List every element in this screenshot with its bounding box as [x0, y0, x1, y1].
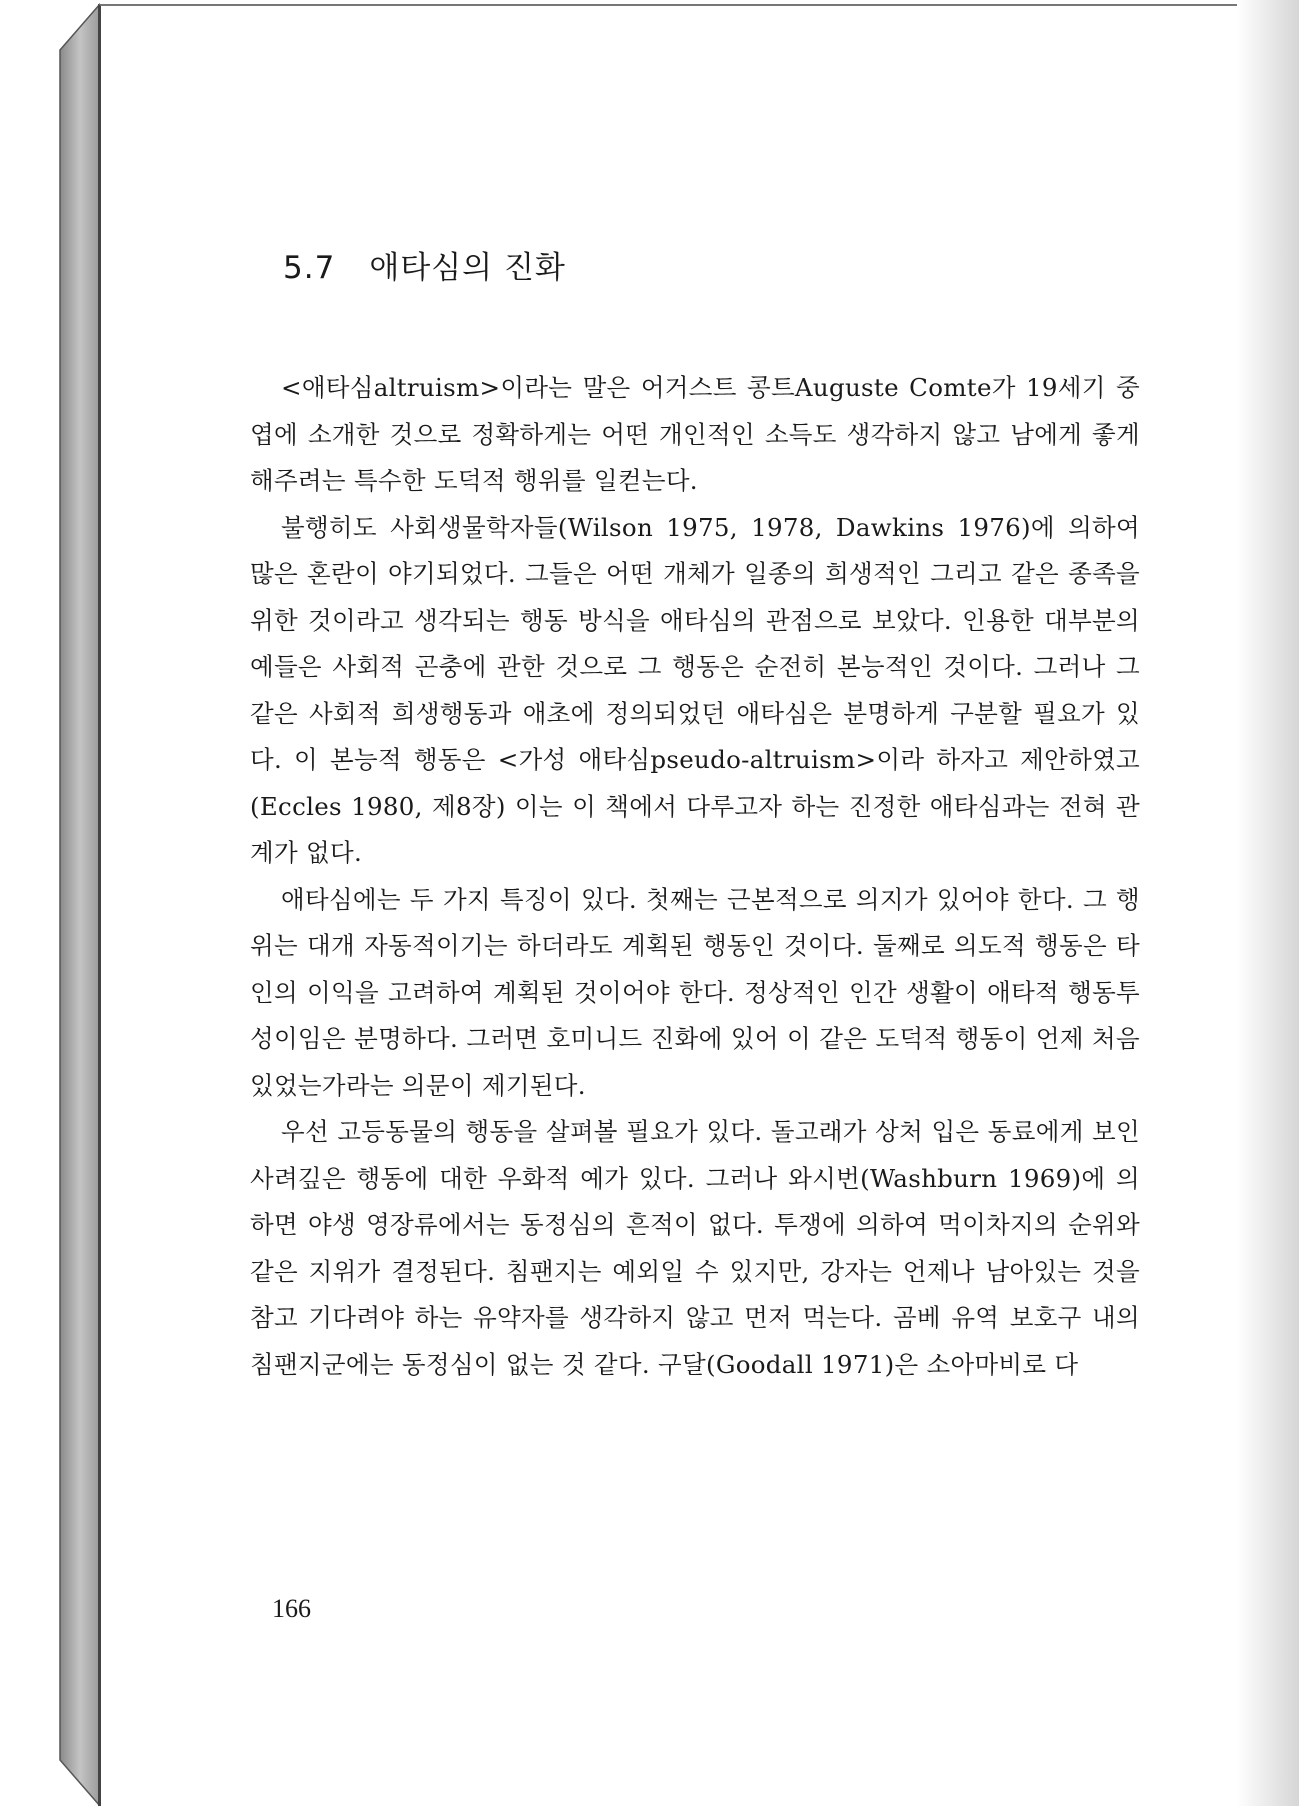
section-heading: [283, 242, 1140, 314]
body-text: [250, 365, 1140, 1388]
paragraph: 애타심에는 두 가지 특징이 있다. 첫째는 근본적으로 의지가 있어야 한다. 그 행위는 대개 자동적이기는 하더라도 계획된 행동인 것이다. 둘째로 의도적 행동은 타인의 이익을 고려하여 계획된 것이어야 한다. 정상적인 인간 생활이 애타적 행동투성이임은 분명하다. 그러면 호미니드 진화에 있어 이 같은 도덕적 행동이 언제 처음 있었는가라는 의문이 제기된다.: [250, 884, 1140, 1100]
book-spine-edge: [0, 0, 100, 1806]
paragraph: 우선 고등동물의 행동을 살펴볼 필요가 있다. 돌고래가 상처 입은 동료에게 보인 사려깊은 행동에 대한 우화적 예가 있다. 그러나 와시번(Washburn 1969)에 의하면 야생 영장류에서는 동정심의 흔적이 없다. 투쟁에 의하여 먹이차지의 순위와 같은 지위가 결정된다. 침팬지는 예외일 수 있지만, 강자는 언제나 남아있는 것을 참고 기다려야 하는 유약자를 생각하지 않고 먼저 먹는다. 곰베 유역 보호구 내의 침팬지군에는 동정심이 없는 것 같다. 구달(Goodall 1971)은 소아마비로 다: [250, 1117, 1140, 1379]
paragraph: 불행히도 사회생물학자들(Wilson 1975, 1978, Dawkins 1976)에 의하여 많은 혼란이 야기되었다. 그들은 어떤 개체가 일종의 희생적인 그리고 같은 종족을 위한 것이라고 생각되는 행동 방식을 애타심의 관점으로 보았다. 인용한 대부분의 예들은 사회적 곤충에 관한 것으로 그 행동은 순전히 본능적인 것이다. 그러나 그 같은 사회적 희생행동과 애초에 정의되었던 애타심은 분명하게 구분할 필요가 있다. 이 본능적 행동은 <가성 애타심pseudo-altruism>이라 하자고 제안하였고(Eccles 1980, 제8장) 이는 이 책에서 다루고자 하는 진정한 애타심과는 전혀 관계가 없다.: [250, 512, 1140, 867]
section-number: 5.7: [283, 250, 336, 286]
section-title: 애타심의 진화: [369, 250, 566, 286]
page-content: [250, 225, 1140, 1388]
paragraph: <애타심altruism>이라는 말은 어거스트 콩트Auguste Comte가 19세기 중엽에 소개한 것으로 정확하게는 어떤 개인적인 소득도 생각하지 않고 남에게 좋게 해주려는 특수한 도덕적 행위를 일컫는다.: [250, 373, 1140, 495]
page-number: 166: [272, 1594, 311, 1623]
page-shadow: [1237, 0, 1299, 1806]
